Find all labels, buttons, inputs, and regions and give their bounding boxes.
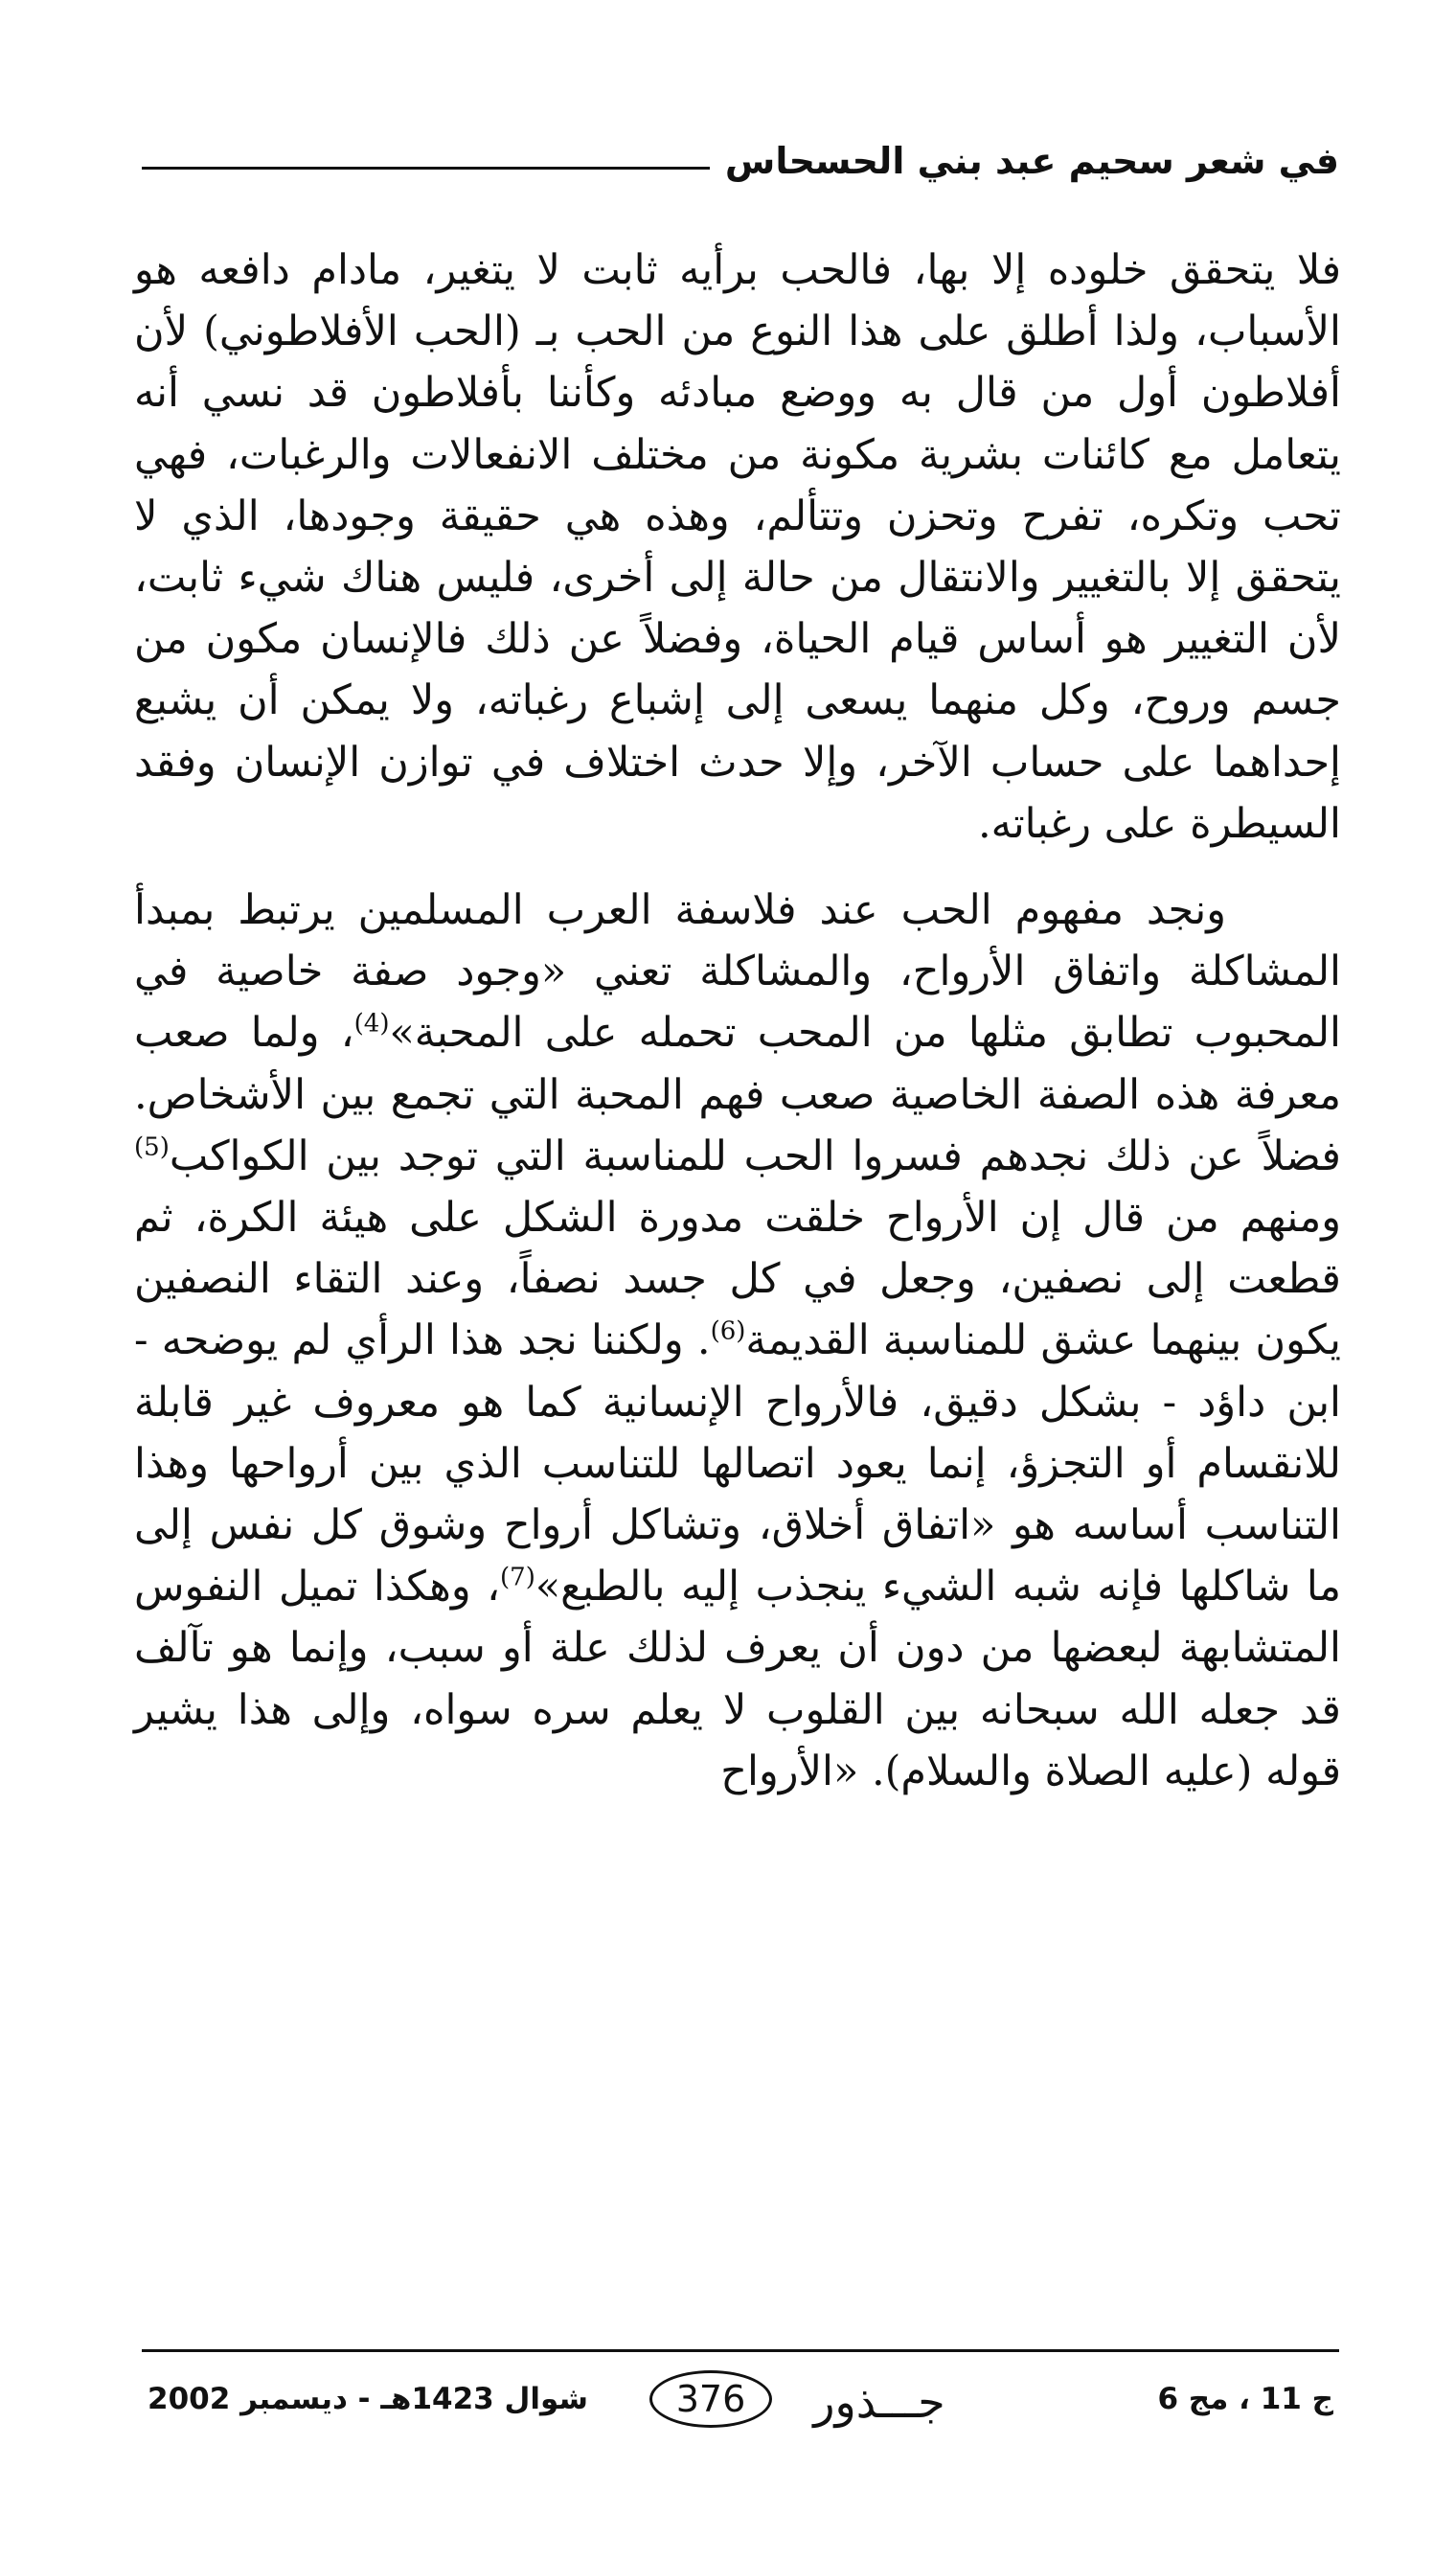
paragraph-2-part-b: ، ولما صعب معرفة هذه الصفة الخاصية صعب فهم المحبة التي تجمع بين الأشخاص. فضلاً عن ذلك نجدهم فسروا الحب للمناسبة التي توجد بين الكواكب: [134, 1009, 1341, 1180]
footer-date: شوال 1423هـ - ديسمبر 2002: [148, 2382, 588, 2416]
header-rule: [142, 167, 710, 170]
paragraph-2-part-e: ، وهكذا تميل النفوس المتشابهة لبعضها من دون أن يعرف لذلك علة أو سبب، وإنما هو تآلف قد جعله الله سبحانه بين القلوب لا يعلم سره سواه، وإلى هذا يشير قوله (عليه الصلاة والسلام). «الأرواح: [134, 1563, 1341, 1795]
paragraph-2: [134, 880, 1341, 1802]
footer-rule: [142, 2349, 1339, 2352]
page-number: 376: [649, 2370, 772, 2428]
footer-volume: ج 11 ، مج 6: [1157, 2382, 1333, 2416]
footnote-ref-7: (7): [499, 1563, 535, 1592]
footnote-ref-4: (4): [353, 1010, 390, 1040]
footer-journal-mark: [649, 2365, 994, 2441]
footnote-ref-5: (5): [134, 1132, 170, 1162]
header-title: في شعر سحيم عبد بني الحسحاس: [724, 140, 1339, 182]
paragraph-2-part-a: ونجد مفهوم الحب عند فلاسفة العرب المسلمين يرتبط بمبدأ المشاكلة واتفاق الأرواح، والمشاكلة تعني «وجود صفة خاصية في المحبوب تطابق مثلها من المحب تحمله على المحبة»: [134, 886, 1341, 1058]
journal-name: جـــذور: [813, 2376, 945, 2428]
body-text: [134, 240, 1341, 1802]
footnote-ref-6: (6): [710, 1317, 746, 1347]
running-footer: [142, 2365, 1339, 2441]
paragraph-2-part-c: ومنهم من قال إن الأرواح خلقت مدورة الشكل على هيئة الكرة، ثم قطعت إلى نصفين، وجعل في كل جسد نصفاً، وعند التقاء النصفين يكون بينهما عشق للمناسبة القديمة: [134, 1194, 1342, 1365]
paragraph-1: فلا يتحقق خلوده إلا بها، فالحب برأيه ثابت لا يتغير، مادام دافعه هو الأسباب، ولذا أطلق على هذا النوع من الحب بـ (الحب الأفلاطوني) لأن أفلاطون أول من قال به ووضع مبادئه وكأننا بأفلاطون قد نسي أنه يتعامل مع كائنات بشرية مكونة من مختلف الانفعالات والرغبات، فهي تحب وتكره، تفرح وتحزن وتتألم، وهذه هي حقيقة وجودها، الذي لا يتحقق إلا بالتغيير والانتقال من حالة إلى أخرى، فليس هناك شيء ثابت، لأن التغيير هو أساس قيام الحياة، وفضلاً عن ذلك فالإنسان مكون من جسم وروح، وكل منهما يسعى إلى إشباع رغباته، ولا يمكن أن يشبع إحداهما على حساب الآخر، وإلا حدث اختلاف في توازن الإنسان وفقد السيطرة على رغباته.: [134, 246, 1341, 848]
running-header: [142, 132, 1339, 190]
paragraph-2-part-d: . ولكننا نجد هذا الرأي لم يوضحه - ابن داؤد - بشكل دقيق، فالأرواح الإنسانية كما هو معروف غير قابلة للانقسام أو التجزؤ، إنما يعود اتصالها للتناسب الذي بين أرواحها وهذا التناسب أساسه هو «اتفاق أخلاق، وتشاكل أرواح وشوق كل نفس إلى ما شاكلها فإنه شبه الشيء ينجذب إليه بالطبع»: [134, 1316, 1341, 1611]
